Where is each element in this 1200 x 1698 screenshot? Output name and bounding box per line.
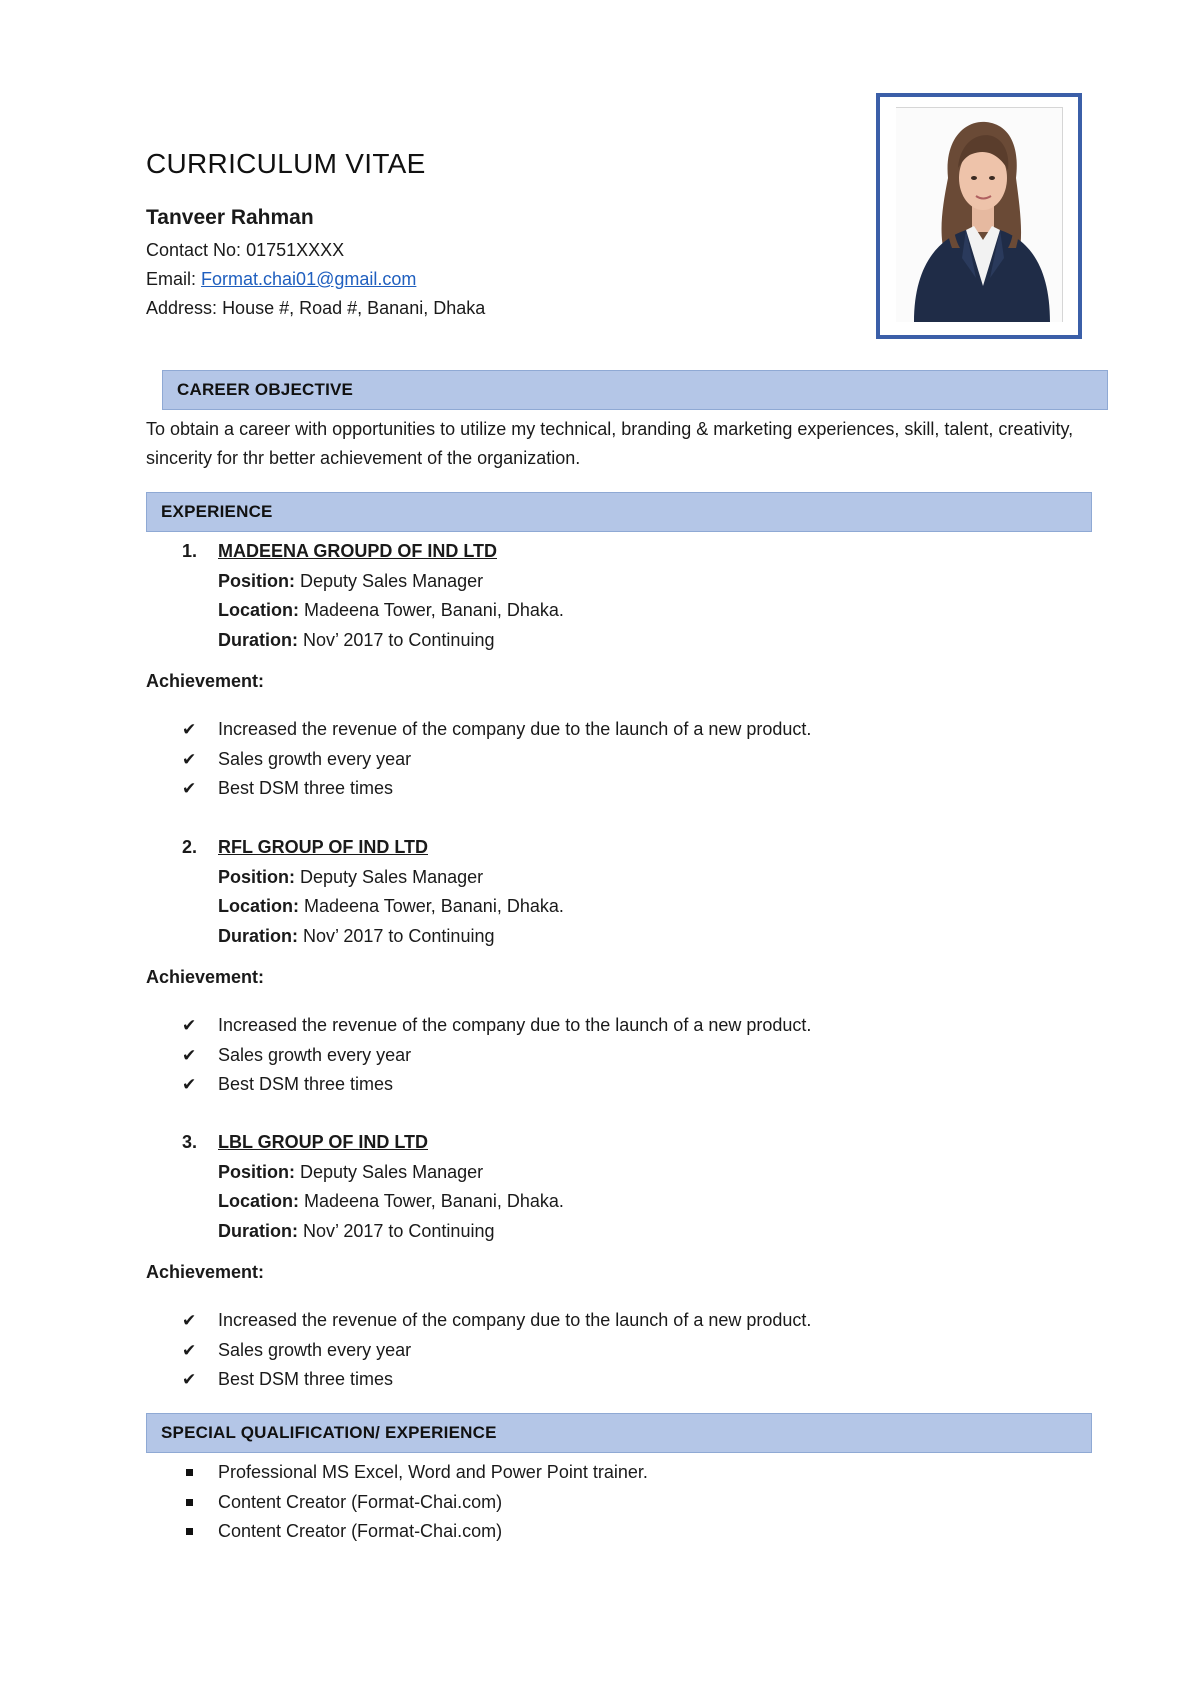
square-bullet-icon: [186, 1469, 193, 1476]
job-duration-row: [218, 922, 494, 952]
check-mark-icon: ✔: [182, 749, 197, 769]
achievement-text: Increased the revenue of the company due to the launch of a new product.: [218, 719, 812, 739]
check-mark-icon: ✔: [182, 779, 197, 798]
job-location-row: [218, 1187, 564, 1217]
achievement-text: Sales growth every year: [218, 1044, 412, 1065]
square-bullet-icon: [186, 1528, 193, 1535]
job-position-row: [218, 1158, 483, 1188]
section-header-career-objective: CAREER OBJECTIVE: [162, 370, 1108, 410]
qualification-text: Professional MS Excel, Word and Power Point trainer.: [218, 1462, 648, 1482]
career-objective-text: To obtain a career with opportunities to utilize my technical, branding & marketing experiences, skill, talent, creativity, sincerity for thr better achievement of the organization.: [146, 419, 1074, 468]
check-mark-icon: ✔: [182, 1016, 197, 1035]
section-header-special-qualification: SPECIAL QUALIFICATION/ EXPERIENCE: [146, 1413, 1092, 1453]
profile-photo: [896, 107, 1063, 322]
job-location-row: [218, 892, 564, 922]
job-company: MADEENA GROUPD OF IND LTD: [218, 541, 497, 561]
job-position: Deputy Sales Manager: [300, 570, 484, 591]
job-location-row: [218, 596, 564, 626]
section-header-experience: EXPERIENCE: [146, 492, 1092, 532]
achievement-label: Achievement:: [146, 1262, 265, 1282]
job-company: LBL GROUP OF IND LTD: [218, 1132, 428, 1152]
duration-label: Duration:: [218, 925, 298, 946]
job-position-row: [218, 567, 483, 597]
square-bullet-icon: [186, 1499, 193, 1506]
achievement-text: Best DSM three times: [218, 778, 394, 798]
job-location: Madeena Tower, Banani, Dhaka.: [304, 600, 564, 620]
job-position-row: [218, 863, 483, 893]
email-label: Email:: [146, 269, 197, 289]
position-label: Position:: [218, 866, 295, 887]
achievement-text: Increased the revenue of the company due to the launch of a new product.: [218, 1015, 812, 1035]
duration-label: Duration:: [218, 629, 298, 650]
email-row: [146, 265, 485, 294]
position-label: Position:: [218, 570, 295, 591]
job-duration: Nov’ 2017 to Continuing: [303, 925, 495, 946]
job-number: 3.: [182, 1132, 198, 1152]
achievement-text: Sales growth every year: [218, 748, 412, 769]
job-number: 2.: [182, 837, 198, 857]
achievement-label: Achievement:: [146, 671, 265, 691]
achievement-text: Increased the revenue of the company due to the launch of a new product.: [218, 1310, 812, 1330]
profile-photo-frame: [876, 93, 1082, 339]
achievement-text: Best DSM three times: [218, 1074, 394, 1094]
address-label: Address:: [146, 298, 218, 318]
email-link[interactable]: Format.chai01@gmail.com: [201, 269, 417, 289]
job-position: Deputy Sales Manager: [300, 866, 484, 887]
location-label: Location:: [218, 600, 299, 620]
job-location: Madeena Tower, Banani, Dhaka.: [304, 896, 564, 916]
check-mark-icon: ✔: [182, 1340, 197, 1360]
qualification-text: Content Creator (Format-Chai.com): [218, 1521, 503, 1541]
address-value: House #, Road #, Banani, Dhaka: [222, 298, 486, 318]
portrait-illustration: [896, 108, 1062, 322]
job-duration-row: [218, 626, 494, 656]
position-label: Position:: [218, 1161, 295, 1182]
duration-label: Duration:: [218, 1220, 298, 1241]
check-mark-icon: ✔: [182, 1311, 197, 1330]
job-position: Deputy Sales Manager: [300, 1161, 484, 1182]
candidate-name: Tanveer Rahman: [146, 206, 314, 229]
location-label: Location:: [218, 896, 299, 916]
contact-number-value: 01751XXXX: [246, 240, 345, 260]
check-mark-icon: ✔: [182, 1075, 197, 1094]
check-mark-icon: ✔: [182, 1370, 197, 1389]
job-number: 1.: [182, 541, 198, 561]
check-mark-icon: ✔: [182, 1045, 197, 1065]
qualification-text: Content Creator (Format-Chai.com): [218, 1491, 503, 1512]
contact-block: [146, 236, 485, 323]
address-row: [146, 294, 485, 323]
job-duration-row: [218, 1217, 494, 1247]
job-location: Madeena Tower, Banani, Dhaka.: [304, 1191, 564, 1211]
job-company: RFL GROUP OF IND LTD: [218, 837, 428, 857]
achievement-text: Best DSM three times: [218, 1369, 394, 1389]
achievement-text: Sales growth every year: [218, 1339, 412, 1360]
contact-number-label: Contact No:: [146, 240, 242, 260]
job-duration: Nov’ 2017 to Continuing: [303, 629, 495, 650]
job-duration: Nov’ 2017 to Continuing: [303, 1220, 495, 1241]
location-label: Location:: [218, 1191, 299, 1211]
check-mark-icon: ✔: [182, 720, 197, 739]
document-title: CURRICULUM VITAE: [146, 148, 426, 179]
contact-number-row: [146, 236, 485, 265]
achievement-label: Achievement:: [146, 967, 265, 987]
